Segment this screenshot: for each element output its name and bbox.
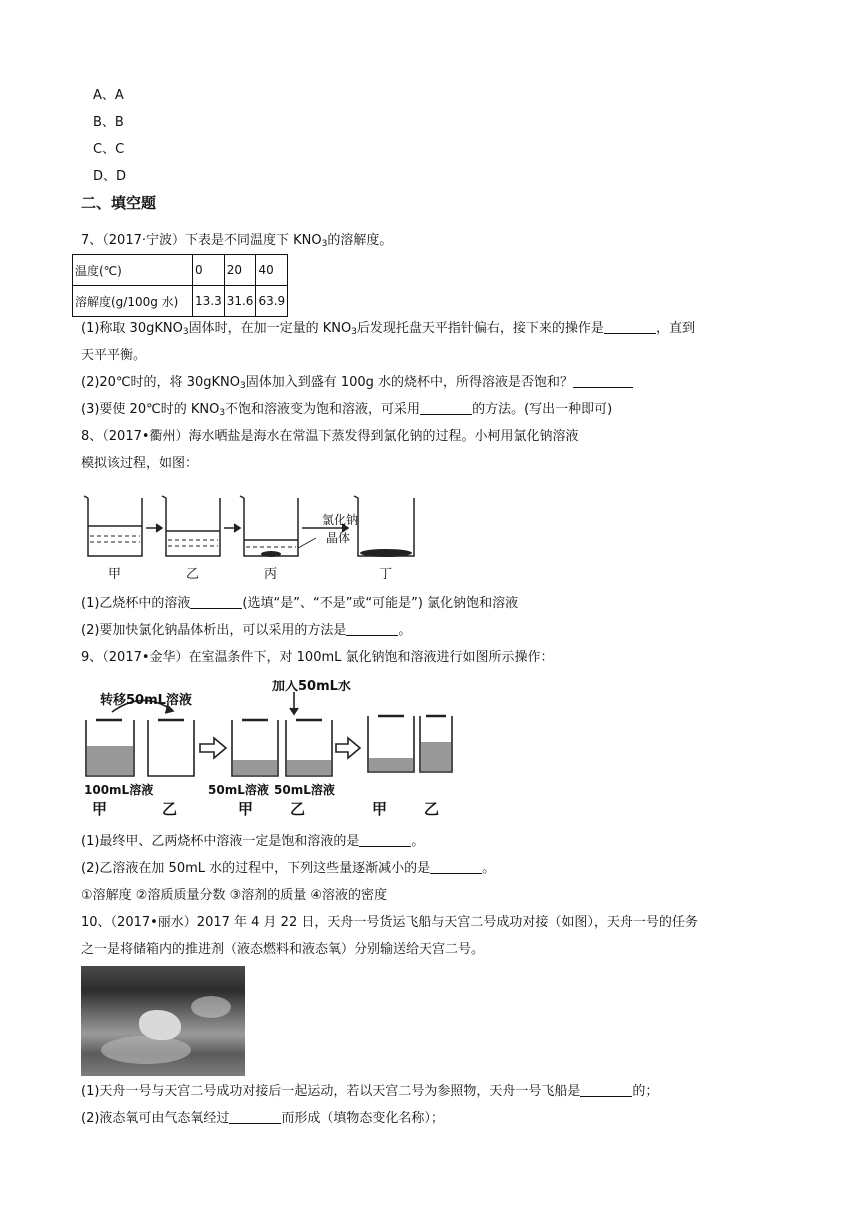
fig-note-nacl: 氯化钠 — [322, 513, 359, 527]
q8-title: 8、（2017•衢州）海水晒盐是海水在常温下蒸发得到氯化钠的过程。小柯用氯化钠溶液 — [81, 429, 579, 444]
fig-label-bing: 丙 — [264, 567, 278, 582]
q8-part1: (1)乙烧杯中的溶液 (选填“是”、“不是”或“可能是”) 氯化钠饱和溶液 — [81, 596, 519, 611]
fig-jia-1: 甲 — [92, 800, 108, 818]
q8-part2: (2)要加快氯化钠晶体析出，可以采用的方法是 。 — [81, 623, 412, 638]
q7-part2: (2)20℃时的，将 30gKNO$_3$固体加入到盛有 100g 水的烧杯中，所得溶液是否饱和？ — [81, 374, 633, 395]
q7-part1-cont: 天平平衡。 — [81, 348, 147, 363]
q9-choices: ①溶解度 ②溶质质量分数 ③溶剂的质量 ④溶液的密度 — [81, 888, 388, 903]
fig-move-label: 转移50mL溶液 — [100, 693, 192, 708]
fig-50ml-b-label: 50mL溶液 — [274, 783, 335, 797]
q10-title: 10、（2017•丽水）2017 年 4 月 22 日，天舟一号货运飞船与天宫二号成功对接（如图），天舟一号的任务 — [81, 915, 698, 930]
docking-photo — [81, 966, 245, 1076]
table-cell: 温度(℃) — [73, 255, 193, 286]
q10-title-cont: 之一是将储箱内的推进剂（液态燃料和液态氧）分别输送给天宫二号。 — [81, 942, 485, 957]
option-a: A、A — [93, 88, 124, 103]
answer-blank[interactable] — [229, 1110, 281, 1124]
fig-yi-3: 乙 — [424, 800, 440, 818]
answer-blank[interactable] — [359, 833, 411, 847]
option-b: B、B — [93, 115, 124, 130]
answer-blank[interactable] — [430, 860, 482, 874]
q7-title: 7、（2017·宁波）下表是不同温度下 $KNO_3$的溶解度。 — [81, 233, 393, 249]
q8-title-cont: 模拟该过程，如图： — [81, 456, 199, 471]
table-cell: 0 — [193, 255, 225, 286]
fig-100ml-label: 100mL溶液 — [84, 783, 154, 797]
q9-part2: (2)乙溶液在加 50mL 水的过程中，下列这些量逐渐减小的是 。 — [81, 861, 496, 876]
table-cell: 40 — [256, 255, 288, 286]
section-title: 二、填空题 — [81, 194, 157, 212]
table-cell: 63.9 — [256, 286, 288, 317]
fig-jia-2: 甲 — [238, 800, 254, 818]
answer-blank[interactable] — [190, 595, 242, 609]
fig-label-jia: 甲 — [108, 567, 122, 582]
table-cell: 20 — [224, 255, 256, 286]
fig-label-ding: 丁 — [379, 567, 393, 582]
fig-yi-1: 乙 — [162, 800, 178, 818]
option-d: D、D — [93, 169, 127, 184]
fig-label-yi: 乙 — [186, 567, 200, 582]
table-cell: 31.6 — [224, 286, 256, 317]
option-c: C、C — [93, 142, 125, 157]
q7-part3: (3)要使 20℃时的 $KNO_3$不饱和溶液变为饱和溶液，可采用 的方法。(写出一种即可) — [81, 402, 613, 418]
answer-blank[interactable] — [573, 374, 633, 388]
table-row — [73, 286, 288, 317]
solubility-table — [72, 254, 288, 317]
evaporation-figure — [80, 490, 425, 586]
table-row — [73, 255, 288, 286]
fig-add-label: 加入50mL水 — [272, 680, 351, 694]
table-cell: 溶解度(g/100g 水) — [73, 286, 193, 317]
q10-part2: (2)液态氧可由气态氧经过 而形成（填物态变化名称）； — [81, 1111, 444, 1126]
answer-blank[interactable] — [346, 622, 398, 636]
dilution-figure — [82, 680, 454, 818]
fig-jia-3: 甲 — [372, 800, 388, 818]
fig-note-crystal: 晶体 — [326, 531, 351, 545]
table-cell: 13.3 — [193, 286, 225, 317]
q10-part1: (1)天舟一号与天宫二号成功对接后一起运动，若以天宫二号为参照物，天舟一号飞船是 的； — [81, 1084, 659, 1099]
answer-blank[interactable] — [580, 1083, 632, 1097]
q9-part1: (1)最终甲、乙两烧杯中溶液一定是饱和溶液的是 。 — [81, 834, 425, 849]
q9-title: 9、（2017•金华）在室温条件下，对 100mL 氯化钠饱和溶液进行如图所示操作： — [81, 650, 554, 665]
fig-50ml-a-label: 50mL溶液 — [208, 783, 269, 797]
answer-blank[interactable] — [420, 401, 472, 415]
fig-yi-2: 乙 — [290, 800, 306, 818]
answer-blank[interactable] — [604, 320, 656, 334]
q7-part1: (1)称取 30gKNO$_3$固体时，在加一定量的 $KNO_3$后发现托盘天平指针偏右，接下来的操作是 ，直到 — [81, 321, 695, 337]
